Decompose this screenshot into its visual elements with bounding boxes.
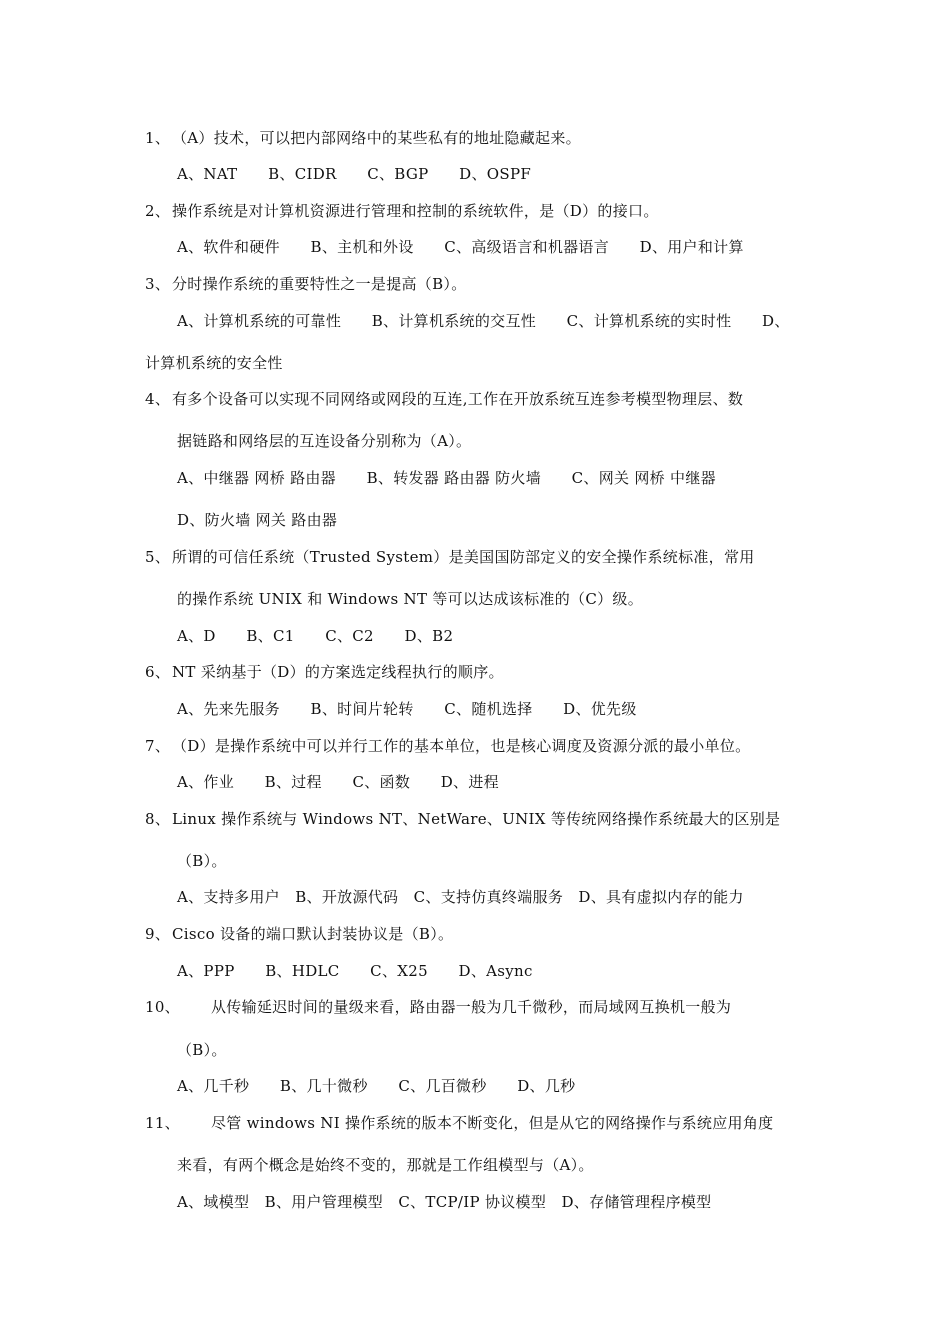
question-stem: 尽管 windows NI 操作系统的版本不断变化，但是从它的网络操作与系统应用角度: [211, 1114, 774, 1132]
question-stem: Cisco 设备的端口默认封装协议是（B）。: [172, 925, 454, 943]
question-options: A、PPP B、HDLC C、X25 D、Async: [177, 962, 533, 980]
question-number: 1、: [145, 129, 171, 147]
question-stem: （D）是操作系统中可以并行工作的基本单位，也是核心调度及资源分派的最小单位。: [172, 737, 751, 755]
question-stem-continued: （B）。: [177, 852, 227, 870]
question-options-continued: 计算机系统的安全性: [145, 354, 283, 372]
question-stem: （A）技术，可以把内部网络中的某些私有的地址隐藏起来。: [172, 129, 581, 147]
question-stem: 所谓的可信任系统（Trusted System）是美国国防部定义的安全操作系统标准，常用: [172, 548, 755, 566]
question-options: A、中继器 网桥 路由器 B、转发器 路由器 防火墙 C、网关 网桥 中继器: [177, 469, 716, 487]
question-number: 11、: [145, 1114, 180, 1132]
question-stem: Linux 操作系统与 Windows NT、NetWare、UNIX 等传统网络操作系统最大的区别是: [172, 810, 781, 828]
question-stem: 有多个设备可以实现不同网络或网段的互连,工作在开放系统互连参考模型物理层、数: [172, 390, 744, 408]
question-stem: 操作系统是对计算机资源进行管理和控制的系统软件，是（D）的接口。: [172, 202, 659, 220]
question-options-continued: D、防火墙 网关 路由器: [177, 511, 338, 529]
question-options: A、域模型 B、用户管理模型 C、TCP/IP 协议模型 D、存储管理程序模型: [177, 1193, 712, 1211]
question-options: A、支持多用户 B、开放源代码 C、支持仿真终端服务 D、具有虚拟内存的能力: [177, 888, 744, 906]
question-stem: 分时操作系统的重要特性之一是提高（B）。: [172, 275, 467, 293]
question-number: 2、: [145, 202, 171, 220]
question-stem-continued: 来看，有两个概念是始终不变的，那就是工作组模型与（A）。: [177, 1156, 594, 1174]
question-number: 4、: [145, 390, 171, 408]
question-number: 5、: [145, 548, 171, 566]
question-number: 8、: [145, 810, 171, 828]
question-options: A、计算机系统的可靠性 B、计算机系统的交互性 C、计算机系统的实时性 D、: [177, 312, 790, 330]
question-stem-continued: 据链路和网络层的互连设备分别称为（A）。: [177, 432, 472, 450]
question-options: A、软件和硬件 B、主机和外设 C、高级语言和机器语言 D、用户和计算: [177, 238, 744, 256]
question-stem: 从传输延迟时间的量级来看，路由器一般为几千微秒，而局域网互换机一般为: [211, 998, 732, 1016]
question-number: 9、: [145, 925, 171, 943]
question-stem: NT 采纳基于（D）的方案选定线程执行的顺序。: [172, 663, 504, 681]
question-stem-continued: 的操作系统 UNIX 和 Windows NT 等可以达成该标准的（C）级。: [177, 590, 644, 608]
question-options: A、先来先服务 B、时间片轮转 C、随机选择 D、优先级: [177, 700, 637, 718]
question-number: 6、: [145, 663, 171, 681]
question-options: A、NAT B、CIDR C、BGP D、OSPF: [177, 165, 532, 183]
question-options: A、D B、C1 C、C2 D、B2: [177, 627, 454, 645]
question-options: A、作业 B、过程 C、函数 D、进程: [177, 773, 499, 791]
question-stem-continued: （B）。: [177, 1041, 227, 1059]
question-number: 7、: [145, 737, 171, 755]
question-number: 3、: [145, 275, 171, 293]
question-options: A、几千秒 B、几十微秒 C、几百微秒 D、几秒: [177, 1077, 576, 1095]
question-number: 10、: [145, 998, 180, 1016]
